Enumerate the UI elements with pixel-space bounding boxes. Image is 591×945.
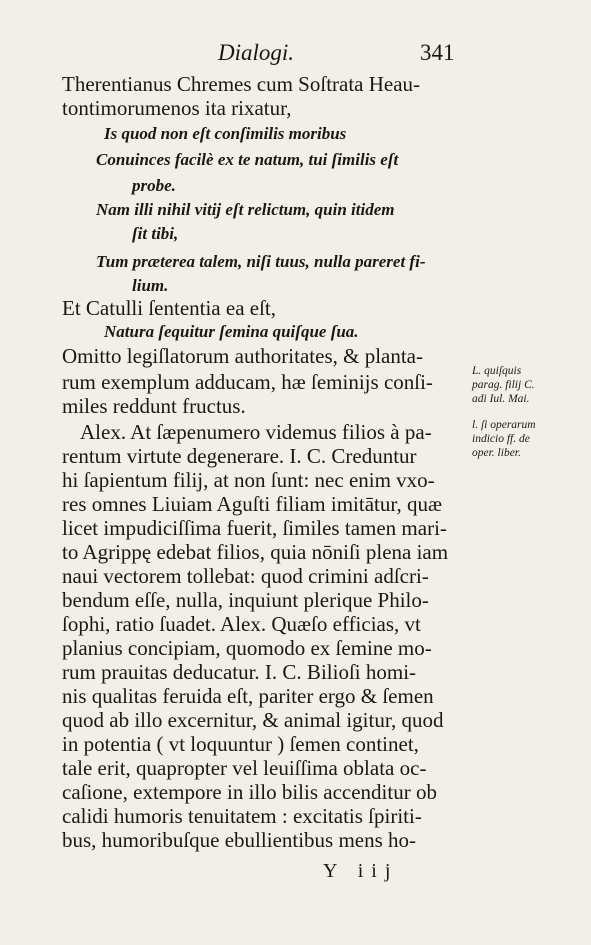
text-line: planius concipiam, quomodo ex ſemine mo- [62, 636, 432, 660]
verse-line: Nam illi nihil vitij eſt relictum, quin itidem [96, 200, 395, 219]
text-line: miles reddunt fructus. [62, 394, 246, 418]
text-line: bendum eſſe, nulla, inquiunt plerique Philo- [62, 588, 429, 612]
text-line: ſophi, ratio ſuadet. Alex. Quæſo efficias, vt [62, 612, 421, 636]
text-line: res omnes Liuiam Aguſti filiam imitātur, quæ [62, 492, 443, 516]
verse-line: Natura ſequitur ſemina quiſque ſua. [104, 322, 359, 341]
verse-line: Conuinces facilè ex te natum, tui ſimilis eſt [96, 150, 399, 169]
text-line: to Agrippę edebat filios, quia nōniſi plena iam [62, 540, 449, 564]
text-line: Therentianus Chremes cum Soſtrata Heau- [62, 72, 421, 96]
text-line: bus, humoribuſque ebullientibus mens ho- [62, 828, 417, 852]
verse-line: ſit tibi, [132, 224, 179, 243]
verse-line: Tum præterea talem, niſi tuus, nulla pareret fi- [96, 252, 426, 271]
text-line: Et Catulli ſententia ea eſt, [62, 296, 277, 320]
text-line: in potentia ( vt loquuntur ) ſemen continet, [62, 732, 419, 756]
text-line: licet impudiciſſima fuerit, ſimiles tamen mari- [62, 516, 447, 540]
margin-note: parag. filij C. [472, 379, 535, 391]
verse-line: lium. [132, 276, 169, 295]
running-title: Dialogi. [218, 40, 295, 65]
verse-line: probe. [132, 176, 176, 195]
margin-note: L. quiſquis [472, 365, 522, 377]
verse-line: Is quod non eſt conſimilis moribus [104, 124, 347, 143]
page-number: 341 [420, 40, 455, 65]
margin-note: indicio ff. de [472, 433, 530, 445]
text-line: hi ſapientum filij, at non ſunt: nec enim vxo- [62, 468, 435, 492]
margin-note: l. ſi operarum [472, 419, 536, 431]
text-line: rum prauitas deducatur. I. C. Bilioſi homi- [62, 660, 417, 684]
text-line: tale erit, quapropter vel leuiſſima oblata oc- [62, 756, 427, 780]
text-line: tontimorumenos ita rixatur, [62, 96, 292, 120]
text-line: rentum virtute degenerare. I. C. Creduntur [62, 444, 417, 468]
text-line: caſione, extempore in illo bilis accenditur ob [62, 780, 437, 804]
text-line: calidi humoris tenuitatem : excitatis ſpiriti- [62, 804, 422, 828]
text-line: Omitto legiſlatorum authoritates, & planta- [62, 344, 423, 368]
text-line: rum exemplum adducam, hæ ſeminijs conſi- [62, 370, 433, 394]
page-header [0, 40, 591, 74]
text-line: quod ab illo excernitur, & animal igitur, quod [62, 708, 444, 732]
text-line: nis qualitas feruida eſt, pariter ergo & ſemen [62, 684, 434, 708]
text-line: Alex. At ſæpenumero videmus filios à pa- [80, 420, 432, 444]
text-line: naui vectorem tollebat: quod crimini adſcri- [62, 564, 429, 588]
margin-note: adi Iul. Mai. [472, 393, 530, 405]
margin-note: oper. liber. [472, 447, 521, 459]
signature-mark: Y iij [323, 860, 399, 882]
